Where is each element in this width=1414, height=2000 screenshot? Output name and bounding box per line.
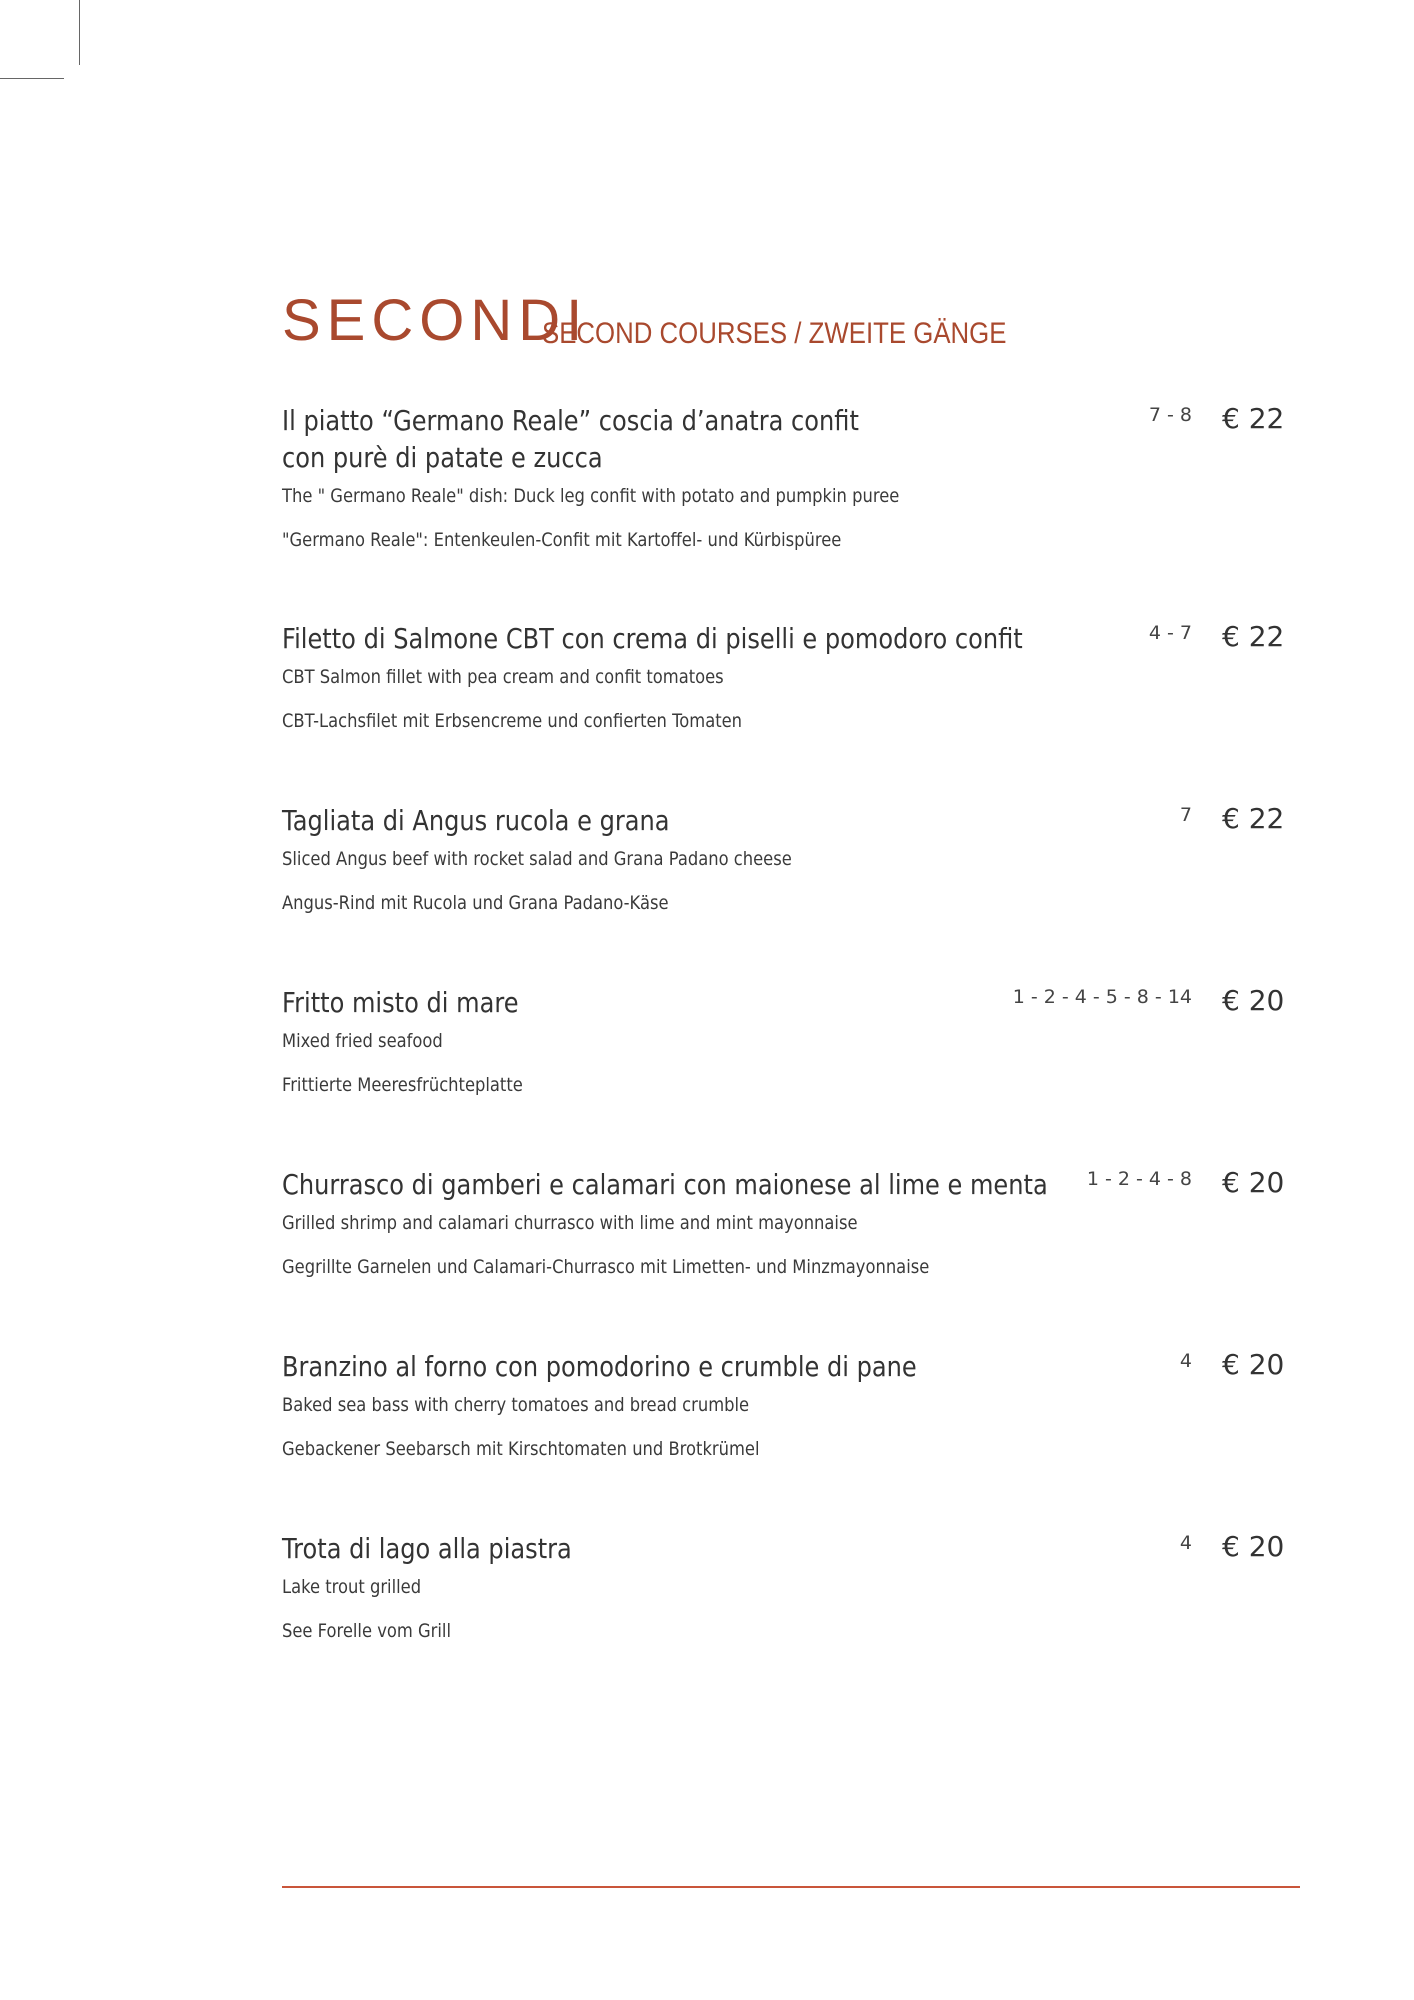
dish-price: € 22 [1222,620,1285,653]
dish-name-german: Frittierte Meeresfrüchteplatte [282,1074,523,1096]
menu-item [282,984,1302,1097]
dish-price: € 20 [1222,1348,1285,1381]
dish-name-english: Grilled shrimp and calamari churrasco with lime and mint mayonnaise [282,1212,858,1234]
dish-name-german: Gegrillte Garnelen und Calamari-Churrasco mit Limetten- und Minzmayonnaise [282,1256,930,1278]
menu-item [282,802,1302,915]
dish-name-german: Gebackener Seebarsch mit Kirschtomaten und Brotkrümel [282,1438,760,1460]
allergen-codes: 7 - 8 [1148,404,1192,426]
dish-name-english: CBT Salmon fillet with pea cream and confit tomatoes [282,666,724,688]
menu-item [282,620,1302,733]
dish-name-german: "Germano Reale": Entenkeulen-Confit mit Kartoffel- und Kürbispüree [282,529,842,551]
allergen-codes: 4 - 7 [1148,622,1192,644]
menu-item [282,1348,1302,1461]
dish-name-italian: Branzino al forno con pomodorino e crumble di pane [282,1350,917,1383]
dish-name-italian: Filetto di Salmone CBT con crema di piselli e pomodoro confit [282,622,1023,655]
dish-name-english: Sliced Angus beef with rocket salad and Grana Padano cheese [282,848,792,870]
crop-mark-vertical [79,0,80,65]
allergen-codes: 1 - 2 - 4 - 8 [1086,1168,1192,1190]
dish-name-english: The " Germano Reale" dish: Duck leg confit with potato and pumpkin puree [282,485,900,507]
dish-name-german: CBT-Lachsfilet mit Erbsencreme und confierten Tomaten [282,710,743,732]
menu-item [282,1166,1302,1279]
menu-item [282,1530,1302,1643]
dish-name-italian: Il piatto “Germano Reale” coscia d’anatra confit con purè di patate e zucca [282,404,859,474]
dish-name-italian: Fritto misto di mare [282,986,519,1019]
allergen-codes: 4 [1179,1350,1192,1372]
section-title: SECONDI [282,288,589,353]
footer-rule [282,1886,1300,1888]
dish-price: € 22 [1222,402,1285,435]
section-subtitle: SECOND COURSES / ZWEITE GÄNGE [542,317,1007,350]
allergen-codes: 1 - 2 - 4 - 5 - 8 - 14 [1012,986,1192,1008]
dish-name-english: Mixed fried seafood [282,1030,443,1052]
dish-name-english: Lake trout grilled [282,1576,422,1598]
dish-name-italian: Trota di lago alla piastra [282,1532,572,1565]
dish-price: € 22 [1222,802,1285,835]
crop-mark-horizontal [0,78,64,79]
dish-name-german: See Forelle vom Grill [282,1620,452,1642]
dish-price: € 20 [1222,1530,1285,1563]
dish-name-italian: Churrasco di gamberi e calamari con maionese al lime e menta [282,1168,1048,1201]
allergen-codes: 4 [1179,1532,1192,1554]
menu-item [282,402,1302,552]
dish-price: € 20 [1222,984,1285,1017]
dish-name-german: Angus-Rind mit Rucola und Grana Padano-Käse [282,892,669,914]
allergen-codes: 7 [1179,804,1192,826]
dish-name-italian: Tagliata di Angus rucola e grana [282,804,670,837]
dish-price: € 20 [1222,1166,1285,1199]
dish-name-english: Baked sea bass with cherry tomatoes and bread crumble [282,1394,750,1416]
